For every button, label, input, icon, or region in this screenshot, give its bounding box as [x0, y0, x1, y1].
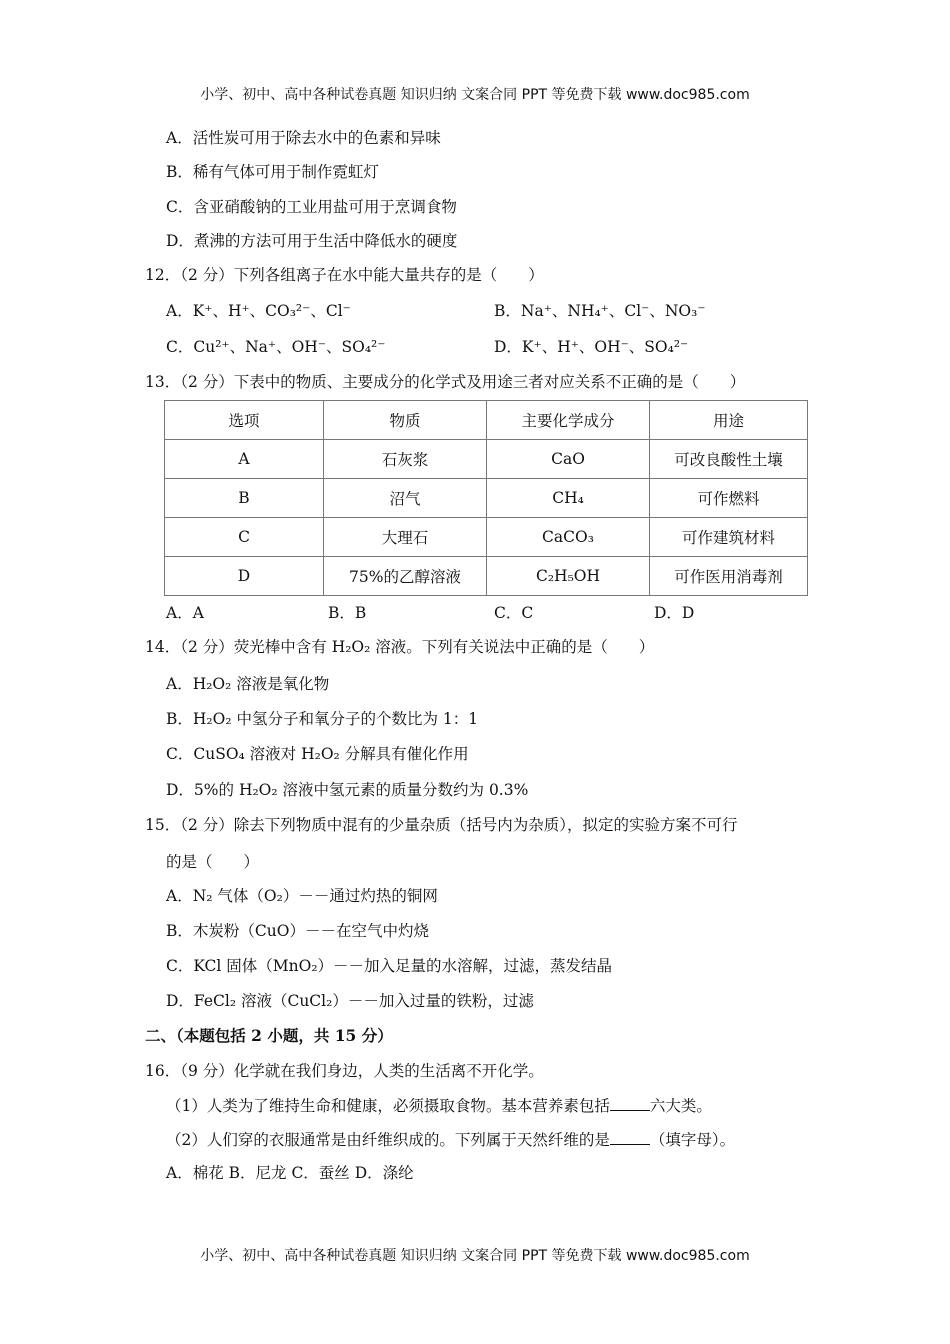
table-row — [165, 557, 808, 596]
q14-option-a: A．H₂O₂ 溶液是氧化物 — [166, 675, 330, 693]
table-cell: 石灰浆 — [324, 440, 487, 479]
table-cell: C — [165, 518, 324, 557]
table-cell: 大理石 — [324, 518, 487, 557]
q16-stem: 16．（9 分）化学就在我们身边，人类的生活离不开化学。 — [145, 1062, 544, 1080]
q11-option-a: A．活性炭可用于除去水中的色素和异味 — [166, 129, 441, 147]
q11-option-d: D．煮沸的方法可用于生活中降低水的硬度 — [166, 232, 458, 250]
q16-part2-text: （2）人们穿的衣服通常是由纤维织成的。下列属于天然纤维的是 — [166, 1131, 610, 1149]
q12-stem: 12．（2 分）下列各组离子在水中能大量共存的是（ ） — [145, 266, 544, 284]
q13-option-a: A．A — [166, 604, 204, 622]
q12-option-c: C．Cu²⁺、Na⁺、OH⁻、SO₄²⁻ — [166, 338, 386, 356]
table-cell: 可作燃料 — [650, 479, 808, 518]
table-cell: 75%的乙醇溶液 — [324, 557, 487, 596]
q13-option-d: D．D — [654, 604, 695, 622]
table-cell: 可作建筑材料 — [650, 518, 808, 557]
q14-option-d: D．5%的 H₂O₂ 溶液中氢元素的质量分数约为 0.3% — [166, 781, 529, 799]
q15-option-a: A．N₂ 气体（O₂）－－通过灼热的铜网 — [166, 887, 438, 905]
table-header-cell: 选项 — [165, 401, 324, 440]
q13-option-b: B．B — [328, 604, 367, 622]
q15-option-d: D．FeCl₂ 溶液（CuCl₂）－－加入过量的铁粉，过滤 — [166, 992, 534, 1010]
q12-option-b: B．Na⁺、NH₄⁺、Cl⁻、NO₃⁻ — [494, 302, 706, 320]
table-row — [165, 440, 808, 479]
table-cell: 可改良酸性土壤 — [650, 440, 808, 479]
table-cell: CaCO₃ — [487, 518, 650, 557]
q16-part2-options: A．棉花 B．尼龙 C．蚕丝 D．涤纶 — [166, 1164, 414, 1182]
q14-stem: 14．（2 分）荧光棒中含有 H₂O₂ 溶液。下列有关说法中正确的是（ ） — [145, 638, 655, 656]
table-cell: CaO — [487, 440, 650, 479]
q15-stem: 15．（2 分）除去下列物质中混有的少量杂质（括号内为杂质），拟定的实验方案不可行 — [145, 816, 738, 834]
answer-blank[interactable] — [610, 1130, 650, 1145]
q16-part2-text-end: （填字母）。 — [649, 1131, 736, 1149]
table-header-cell: 物质 — [324, 401, 487, 440]
table-header-row — [165, 401, 808, 440]
q12-option-a: A．K⁺、H⁺、CO₃²⁻、Cl⁻ — [166, 302, 351, 320]
table-header-cell: 主要化学成分 — [487, 401, 650, 440]
q11-option-c: C．含亚硝酸钠的工业用盐可用于烹调食物 — [166, 198, 457, 216]
table-cell: A — [165, 440, 324, 479]
table-cell: 可作医用消毒剂 — [650, 557, 808, 596]
q13-stem: 13．（2 分）下表中的物质、主要成分的化学式及用途三者对应关系不正确的是（ ） — [145, 373, 746, 391]
page-header: 小学、初中、高中各种试卷真题 知识归纳 文案合同 PPT 等免费下载 www.doc985.com — [200, 87, 750, 103]
section-title: 二、（本题包括 2 小题，共 15 分） — [145, 1026, 393, 1045]
table-row — [165, 479, 808, 518]
answer-blank[interactable] — [610, 1096, 650, 1111]
table-cell: 沼气 — [324, 479, 487, 518]
q13-option-c: C．C — [494, 604, 534, 622]
q13-table — [164, 400, 808, 596]
page-footer: 小学、初中、高中各种试卷真题 知识归纳 文案合同 PPT 等免费下载 www.doc985.com — [200, 1248, 750, 1264]
q14-option-b: B．H₂O₂ 中氢分子和氧分子的个数比为 1：1 — [166, 710, 479, 728]
q16-part1-text-end: 六大类。 — [649, 1097, 712, 1115]
table-cell: D — [165, 557, 324, 596]
q15-option-b: B．木炭粉（CuO）－－在空气中灼烧 — [166, 922, 429, 940]
q11-option-b: B．稀有气体可用于制作霓虹灯 — [166, 163, 379, 181]
q16-part2 — [166, 1128, 735, 1150]
q12-option-d: D．K⁺、H⁺、OH⁻、SO₄²⁻ — [494, 338, 689, 356]
q15-option-c: C．KCl 固体（MnO₂）－－加入足量的水溶解，过滤，蒸发结晶 — [166, 957, 613, 975]
q16-part1-text: （1）人类为了维持生命和健康，必须摄取食物。基本营养素包括 — [166, 1097, 610, 1115]
q15-stem-cont: 的是（ ） — [166, 853, 260, 871]
table-cell: CH₄ — [487, 479, 650, 518]
q14-option-c: C．CuSO₄ 溶液对 H₂O₂ 分解具有催化作用 — [166, 745, 469, 763]
table-cell: C₂H₅OH — [487, 557, 650, 596]
table-header-cell: 用途 — [650, 401, 808, 440]
table-cell: B — [165, 479, 324, 518]
q16-part1 — [166, 1094, 712, 1116]
table-row — [165, 518, 808, 557]
